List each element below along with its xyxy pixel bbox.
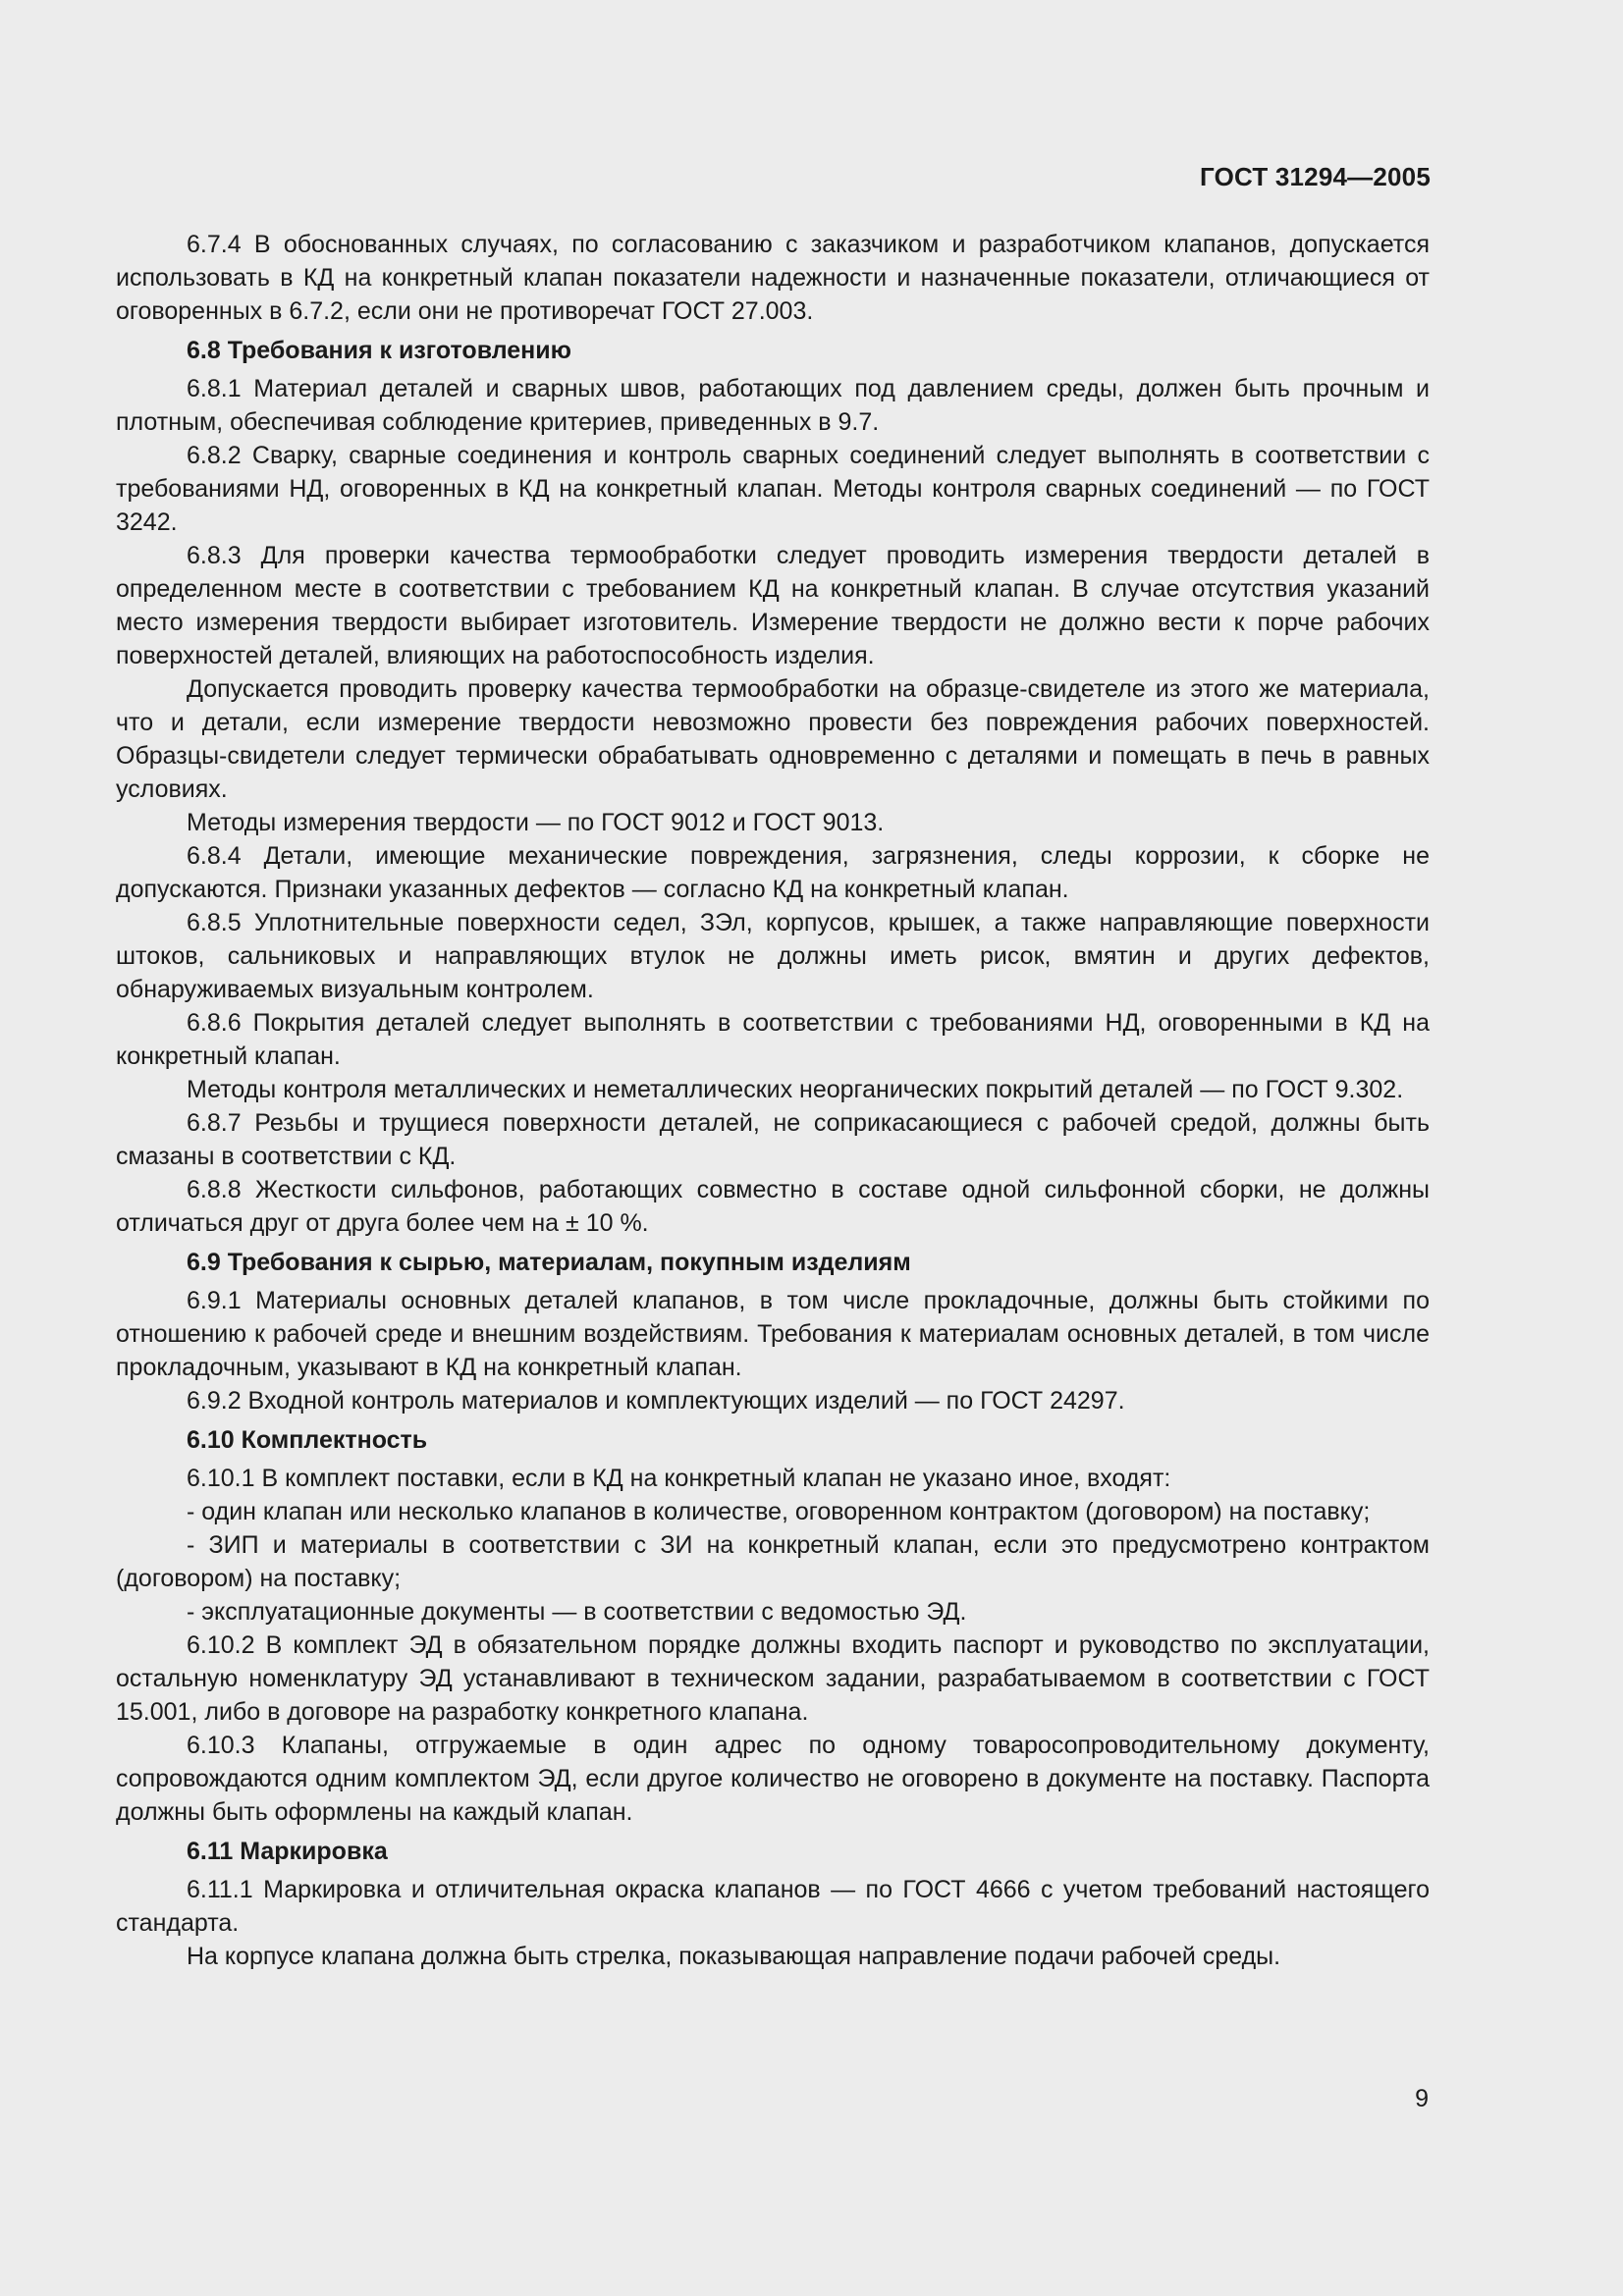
- list-item: - один клапан или несколько клапанов в количестве, оговоренном контрактом (договором) на поставку;: [187, 1498, 1371, 1525]
- paragraph: 6.8.8 Жесткости сильфонов, работающих совместно в составе одной сильфонной сборки, не должны отличаться друг от друга более чем на ± 10 %.: [116, 1176, 1430, 1237]
- paragraph: 6.8.5 Уплотнительные поверхности седел, ЗЭл, корпусов, крышек, а также направляющие поверхности штоков, сальниковых и направляющих втулок не должны иметь рисок, вмятин и других дефектов, обнаруживаемых визуальным контролем.: [116, 909, 1430, 1003]
- page-number: 9: [1415, 2085, 1429, 2112]
- paragraph: 6.8.7 Резьбы и трущиеся поверхности деталей, не соприкасающиеся с рабочей средой, должны быть смазаны в соответствии с КД.: [116, 1109, 1430, 1170]
- paragraph: 6.11.1 Маркировка и отличительная окраска клапанов — по ГОСТ 4666 с учетом требований настоящего стандарта.: [116, 1876, 1430, 1937]
- paragraph: 6.10.2 В комплект ЭД в обязательном порядке должны входить паспорт и руководство по эксплуатации, остальную номенклатуру ЭД устанавливают в техническом задании, разрабатываемом в соответствии с ГОСТ 15.001, либо в договоре на разработку конкретного клапана.: [116, 1631, 1430, 1726]
- paragraph: Методы измерения твердости — по ГОСТ 9012 и ГОСТ 9013.: [187, 809, 885, 836]
- paragraph: 6.9.2 Входной контроль материалов и комплектующих изделий — по ГОСТ 24297.: [187, 1387, 1125, 1415]
- list-item: - эксплуатационные документы — в соответствии с ведомостью ЭД.: [187, 1598, 967, 1626]
- section-heading: 6.11 Маркировка: [187, 1838, 388, 1865]
- document-body: [116, 228, 1430, 1973]
- section-heading: 6.8 Требования к изготовлению: [187, 337, 572, 364]
- paragraph: 6.10.3 Клапаны, отгружаемые в один адрес по одному товаросопроводительному документу, сопровождаются одним комплектом ЭД, если другое количество не оговорено в документе на поставку. Паспорта должны быть оформлены на каждый клапан.: [116, 1732, 1430, 1826]
- section-heading: 6.9 Требования к сырью, материалам, покупным изделиям: [187, 1249, 911, 1276]
- paragraph: 6.8.1 Материал деталей и сварных швов, работающих под давлением среды, должен быть прочным и плотным, обеспечивая соблюдение критериев, приведенных в 9.7.: [116, 375, 1430, 436]
- paragraph: Допускается проводить проверку качества термообработки на образце-свидетеле из этого же материала, что и детали, если измерение твердости невозможно провести без повреждения рабочих поверхностей. Образцы-свидетели следует термически обрабатывать одновременно с деталями и помещать в печь в равных условиях.: [116, 675, 1430, 803]
- paragraph: 6.9.1 Материалы основных деталей клапанов, в том числе прокладочные, должны быть стойкими по отношению к рабочей среде и внешним воздействиям. Требования к материалам основных деталей, в том числе прокладочным, указывают в КД на конкретный клапан.: [116, 1287, 1430, 1381]
- paragraph: На корпусе клапана должна быть стрелка, показывающая направление подачи рабочей среды.: [187, 1943, 1281, 1970]
- paragraph: 6.8.3 Для проверки качества термообработки следует проводить измерения твердости деталей в определенном месте в соответствии с требованием КД на конкретный клапан. В случае отсутствия указаний место измерения твердости выбирает изготовитель. Измерение твердости не должно вести к порче рабочих поверхностей деталей, влияющих на работоспособность изделия.: [116, 542, 1430, 669]
- section-heading: 6.10 Комплектность: [187, 1426, 428, 1454]
- paragraph: 6.8.4 Детали, имеющие механические повреждения, загрязнения, следы коррозии, к сборке не допускаются. Признаки указанных дефектов — согласно КД на конкретный клапан.: [116, 842, 1430, 903]
- paragraph: 6.8.2 Сварку, сварные соединения и контроль сварных соединений следует выполнять в соответствии с требованиями НД, оговоренных в КД на конкретный клапан. Методы контроля сварных соединений — по ГОСТ 3242.: [116, 442, 1430, 536]
- paragraph: Методы контроля металлических и неметаллических неорганических покрытий деталей — по ГОСТ 9.302.: [187, 1076, 1404, 1103]
- paragraph: 6.8.6 Покрытия деталей следует выполнять в соответствии с требованиями НД, оговоренными в КД на конкретный клапан.: [116, 1009, 1430, 1070]
- standard-code-header: ГОСТ 31294—2005: [1200, 162, 1431, 191]
- list-item: - ЗИП и материалы в соответствии с ЗИ на конкретный клапан, если это предусмотрено контрактом (договором) на поставку;: [116, 1531, 1430, 1592]
- paragraph: 6.7.4 В обоснованных случаях, по согласованию с заказчиком и разработчиком клапанов, допускается использовать в КД на конкретный клапан показатели надежности и назначенные показатели, отличающиеся от оговоренных в 6.7.2, если они не противоречат ГОСТ 27.003.: [116, 231, 1430, 325]
- paragraph: 6.10.1 В комплект поставки, если в КД на конкретный клапан не указано иное, входят:: [187, 1465, 1171, 1492]
